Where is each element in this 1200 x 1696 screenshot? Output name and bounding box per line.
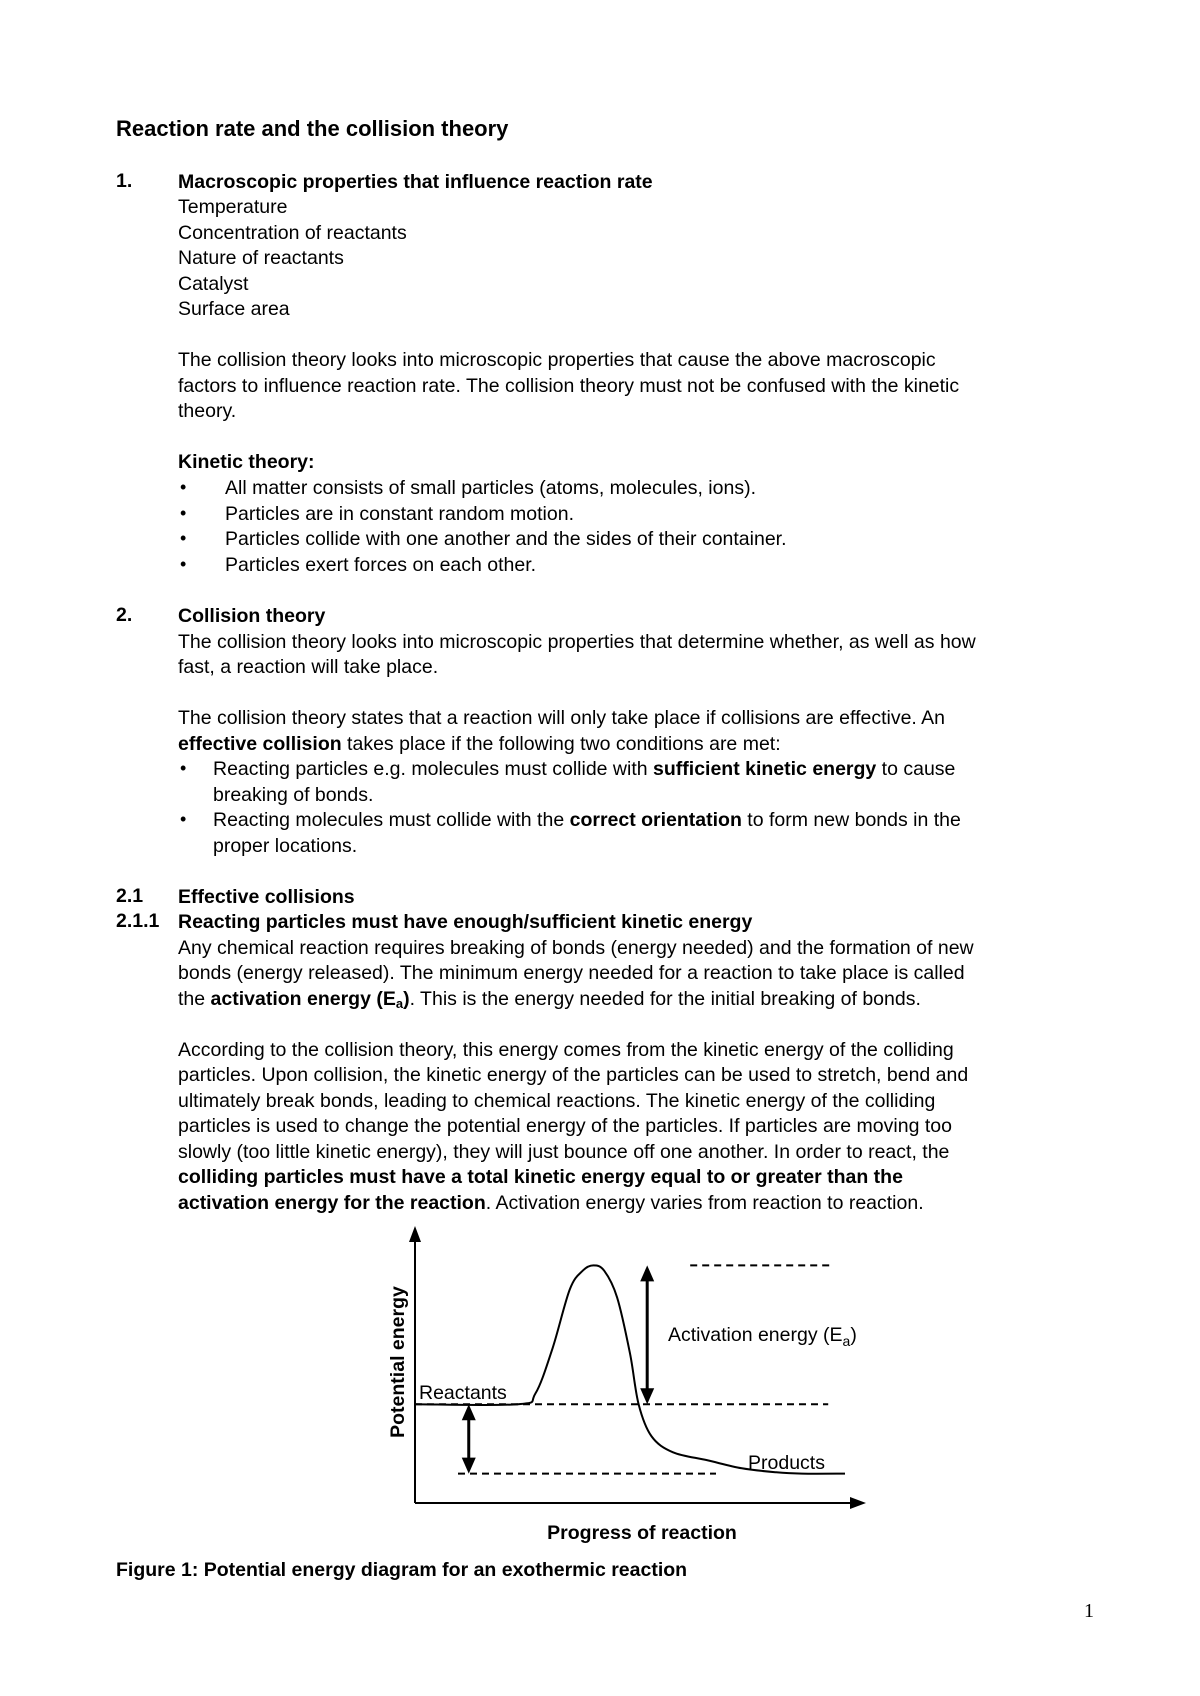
bullet-icon: • [180,809,187,829]
factor-item: Surface area [178,298,290,320]
subsection-heading: Reacting particles must have enough/sufficient kinetic energy [178,911,753,933]
arrowhead-down-icon [462,1458,476,1474]
factor-item: Concentration of reactants [178,222,407,244]
arrowhead-up-icon [640,1265,654,1281]
arrowhead-up-icon [462,1404,476,1420]
text-run: ) [403,988,410,1010]
bullet-icon: • [180,554,187,574]
text-run: to cause [876,758,956,780]
page-title: Reaction rate and the collision theory [116,116,509,141]
subsection-number: 2.1.1 [116,910,160,932]
list-item-continuation: breaking of bonds. [213,784,374,806]
list-item: Particles collide with one another and the sides of their container. [225,528,787,550]
list-item: Particles exert forces on each other. [225,554,537,576]
figure-caption: Figure 1: Potential energy diagram for an exothermic reaction [116,1559,688,1581]
products-label: Products [748,1452,825,1474]
section-heading: Macroscopic properties that influence reaction rate [178,171,653,193]
list-item: All matter consists of small particles (atoms, molecules, ions). [225,477,756,499]
potential-energy-curve [415,1265,845,1473]
text-run: ) [850,1324,857,1346]
paragraph-line: Any chemical reaction requires breaking of bonds (energy needed) and the formation of new [178,937,974,959]
text-run: Activation energy (E [668,1324,843,1346]
section-number: 2. [116,604,133,626]
bold-term: effective collision [178,733,342,755]
text-run: takes place if the following two conditions are met: [341,733,781,755]
text-run: . Activation energy varies from reaction to reaction. [485,1192,924,1214]
arrowhead-down-icon [640,1388,654,1404]
paragraph-line: particles is used to change the potential energy of the particles. If particles are moving too [178,1115,952,1137]
x-axis-label: Progress of reaction [547,1522,737,1544]
paragraph-line: The collision theory looks into microscopic properties that cause the above macroscopic [178,349,936,371]
bold-term: activation energy for the reaction [178,1192,486,1214]
paragraph-line: ultimately break bonds, leading to chemical reactions. The kinetic energy of the colliding [178,1090,936,1112]
text-run: . This is the energy needed for the initial breaking of bonds. [409,988,921,1010]
factor-item: Catalyst [178,273,249,295]
paragraph-line: The collision theory states that a reaction will only take place if collisions are effective. An [178,707,946,729]
paragraph-line: colliding particles must have a total kinetic energy equal to or greater than the [178,1166,903,1188]
bold-term: correct orientation [569,809,742,831]
paragraph-line: theory. [178,400,237,422]
paragraph-line: factors to influence reaction rate. The collision theory must not be confused with the kinetic [178,375,960,397]
section-number: 1. [116,170,133,192]
bullet-icon: • [180,503,187,523]
paragraph-line: slowly (too little kinetic energy), they will just bounce off one another. In order to react, the [178,1141,950,1163]
factor-item: Nature of reactants [178,247,344,269]
subscript: a [842,1333,851,1349]
bold-term: sufficient kinetic energy [653,758,877,780]
reactants-label: Reactants [419,1382,507,1404]
section-heading: Effective collisions [178,886,355,908]
y-axis-label: Potential energy [387,1286,409,1438]
list-item-continuation: proper locations. [213,835,358,857]
kinetic-theory-heading: Kinetic theory: [178,451,315,473]
section-heading: Collision theory [178,605,326,627]
paragraph-line: bonds (energy released). The minimum energy needed for a reaction to take place is called [178,962,965,984]
text-run: Reacting molecules must collide with the [213,809,570,831]
text-run: to form new bonds in the [741,809,961,831]
activation-energy-label [668,1324,857,1349]
paragraph-line: According to the collision theory, this energy comes from the kinetic energy of the colliding [178,1039,954,1061]
y-axis-arrow-icon [409,1226,421,1242]
text-run: the [178,988,211,1010]
list-item: Particles are in constant random motion. [225,503,575,525]
bullet-icon: • [180,528,187,548]
x-axis-arrow-icon [850,1497,866,1509]
bullet-icon: • [180,477,187,497]
factor-item: Temperature [178,196,288,218]
subscript: a [395,996,404,1011]
section-number: 2.1 [116,885,144,907]
text-run: activation energy (E [210,988,396,1010]
text-run: Reacting particles e.g. molecules must collide with [213,758,654,780]
bullet-icon: • [180,758,187,778]
paragraph-line: The collision theory looks into microscopic properties that determine whether, as well as how [178,631,976,653]
paragraph-line: particles. Upon collision, the kinetic energy of the particles can be used to stretch, bend and [178,1064,969,1086]
page-number: 1 [1084,1600,1094,1622]
paragraph-line: fast, a reaction will take place. [178,656,439,678]
